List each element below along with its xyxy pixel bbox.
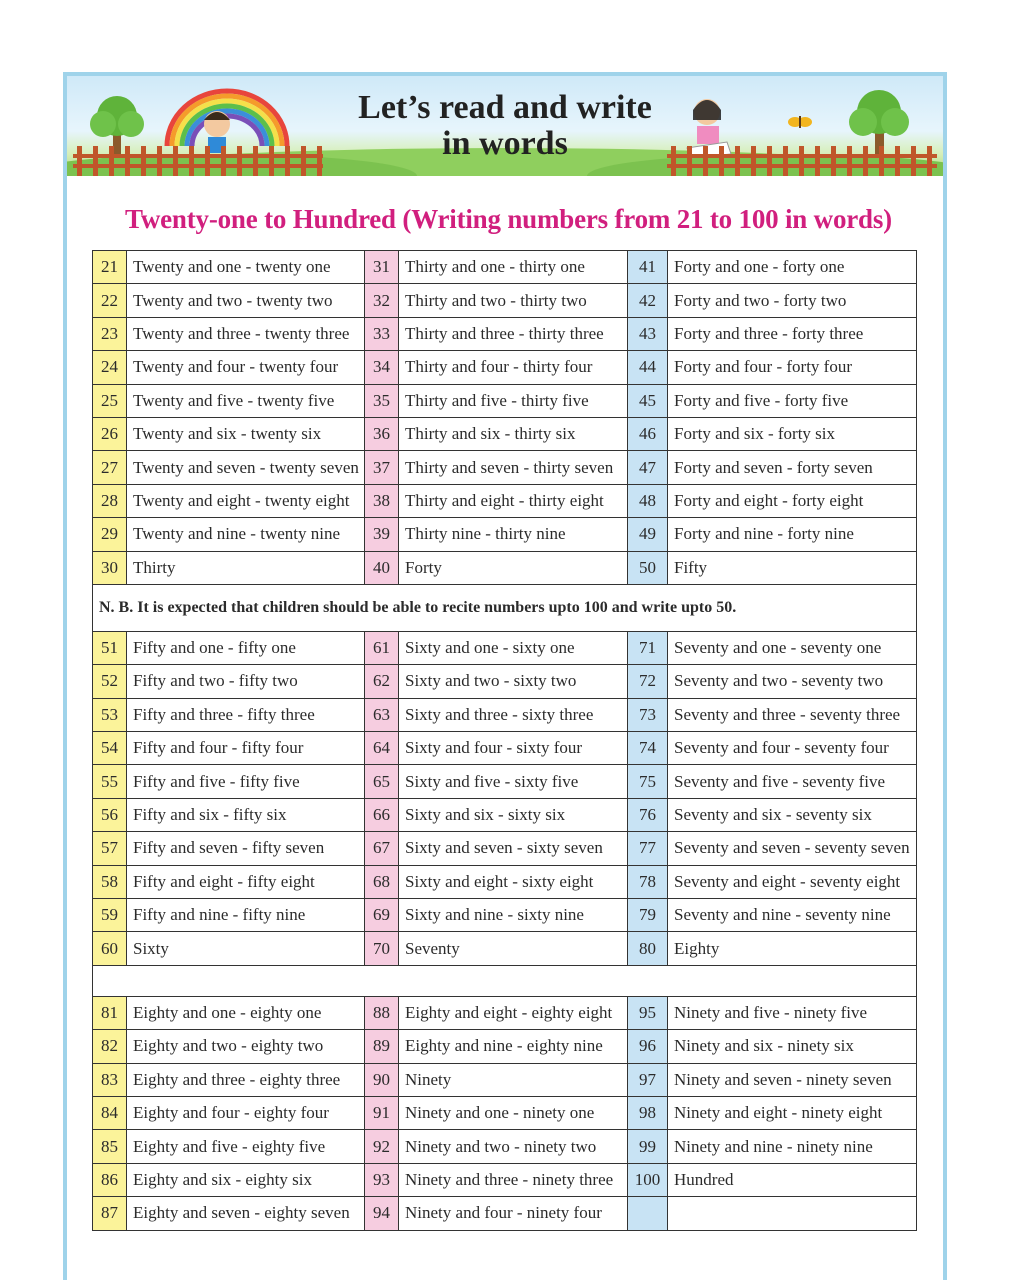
- words-cell: Seventy and three - seventy three: [668, 698, 917, 731]
- number-cell: 34: [365, 351, 399, 384]
- number-cell: 76: [628, 798, 668, 831]
- words-cell: Twenty and one - twenty one: [127, 251, 365, 284]
- note-section: [93, 584, 917, 631]
- table-row: [93, 732, 917, 765]
- number-cell: 64: [365, 732, 399, 765]
- number-cell: 81: [93, 996, 127, 1029]
- words-cell: Twenty and six - twenty six: [127, 417, 365, 450]
- table-row: [93, 1197, 917, 1230]
- words-cell: Thirty and eight - thirty eight: [399, 484, 628, 517]
- words-cell: Eighty: [668, 932, 917, 965]
- words-cell: Sixty and three - sixty three: [399, 698, 628, 731]
- number-cell: 94: [365, 1197, 399, 1230]
- spacer-cell: [93, 965, 917, 996]
- words-cell: Thirty and four - thirty four: [399, 351, 628, 384]
- number-cell: 36: [365, 417, 399, 450]
- number-cell: 82: [93, 1030, 127, 1063]
- words-cell: Forty and two - forty two: [668, 284, 917, 317]
- words-cell: Ninety and nine - ninety nine: [668, 1130, 917, 1163]
- number-cell: 40: [365, 551, 399, 584]
- number-cell: 45: [628, 384, 668, 417]
- words-cell: Seventy and six - seventy six: [668, 798, 917, 831]
- words-cell: Fifty and five - fifty five: [127, 765, 365, 798]
- words-cell: Ninety and two - ninety two: [399, 1130, 628, 1163]
- number-cell: 75: [628, 765, 668, 798]
- words-cell: Fifty and six - fifty six: [127, 798, 365, 831]
- number-cell: 27: [93, 451, 127, 484]
- words-cell: Eighty and five - eighty five: [127, 1130, 365, 1163]
- note-row: [93, 584, 917, 631]
- words-cell: Eighty and six - eighty six: [127, 1163, 365, 1196]
- table-row: [93, 1163, 917, 1196]
- words-cell: Sixty and seven - sixty seven: [399, 832, 628, 865]
- words-cell: Seventy: [399, 932, 628, 965]
- words-cell: Eighty and eight - eighty eight: [399, 996, 628, 1029]
- number-cell: 29: [93, 518, 127, 551]
- number-cell: 49: [628, 518, 668, 551]
- words-cell: Forty and five - forty five: [668, 384, 917, 417]
- number-cell: 78: [628, 865, 668, 898]
- number-cell: 60: [93, 932, 127, 965]
- words-cell: Sixty and one - sixty one: [399, 631, 628, 664]
- words-cell: Seventy and four - seventy four: [668, 732, 917, 765]
- header-banner: [67, 76, 943, 176]
- table-row: [93, 665, 917, 698]
- words-cell: Eighty and two - eighty two: [127, 1030, 365, 1063]
- number-cell: 33: [365, 317, 399, 350]
- number-cell: 28: [93, 484, 127, 517]
- number-cell: 79: [628, 899, 668, 932]
- number-cell: 65: [365, 765, 399, 798]
- table-row: [93, 1063, 917, 1096]
- number-cell: 93: [365, 1163, 399, 1196]
- table-row: [93, 1096, 917, 1129]
- number-cell: 55: [93, 765, 127, 798]
- number-cell: 30: [93, 551, 127, 584]
- table-row: [93, 865, 917, 898]
- words-cell: Twenty and four - twenty four: [127, 351, 365, 384]
- words-cell: Ninety and one - ninety one: [399, 1096, 628, 1129]
- title-line-1: Let’s read and write: [358, 89, 652, 126]
- words-cell: Fifty and seven - fifty seven: [127, 832, 365, 865]
- number-cell: 99: [628, 1130, 668, 1163]
- number-cell: 31: [365, 251, 399, 284]
- number-cell: 42: [628, 284, 668, 317]
- number-cell: 92: [365, 1130, 399, 1163]
- words-cell: [668, 1197, 917, 1230]
- number-cell: 74: [628, 732, 668, 765]
- words-cell: Eighty and three - eighty three: [127, 1063, 365, 1096]
- table-row: [93, 698, 917, 731]
- words-cell: Eighty and nine - eighty nine: [399, 1030, 628, 1063]
- number-cell: 38: [365, 484, 399, 517]
- table-row: [93, 251, 917, 284]
- number-cell: 32: [365, 284, 399, 317]
- words-cell: Forty and nine - forty nine: [668, 518, 917, 551]
- table-row: [93, 384, 917, 417]
- words-cell: Eighty and seven - eighty seven: [127, 1197, 365, 1230]
- words-cell: Twenty and seven - twenty seven: [127, 451, 365, 484]
- words-cell: Sixty and six - sixty six: [399, 798, 628, 831]
- words-cell: Thirty nine - thirty nine: [399, 518, 628, 551]
- number-cell: 73: [628, 698, 668, 731]
- words-cell: Thirty and one - thirty one: [399, 251, 628, 284]
- words-cell: Forty and four - forty four: [668, 351, 917, 384]
- words-cell: Forty and three - forty three: [668, 317, 917, 350]
- number-cell: 41: [628, 251, 668, 284]
- words-cell: Thirty and six - thirty six: [399, 417, 628, 450]
- number-cell: 39: [365, 518, 399, 551]
- number-cell: 70: [365, 932, 399, 965]
- words-cell: Forty and eight - forty eight: [668, 484, 917, 517]
- words-cell: Seventy and one - seventy one: [668, 631, 917, 664]
- number-cell: 69: [365, 899, 399, 932]
- number-cell: 25: [93, 384, 127, 417]
- words-cell: Fifty and two - fifty two: [127, 665, 365, 698]
- table-row: [93, 518, 917, 551]
- number-cell: 26: [93, 417, 127, 450]
- table-row: [93, 1130, 917, 1163]
- number-cell: 46: [628, 417, 668, 450]
- table-row: [93, 417, 917, 450]
- words-cell: Forty and one - forty one: [668, 251, 917, 284]
- number-cell: 21: [93, 251, 127, 284]
- number-cell: 23: [93, 317, 127, 350]
- numbers-words-table: [92, 250, 917, 1231]
- number-cell: 100: [628, 1163, 668, 1196]
- words-cell: Thirty and three - thirty three: [399, 317, 628, 350]
- page-title: [67, 90, 943, 162]
- number-cell: 72: [628, 665, 668, 698]
- number-cell: 44: [628, 351, 668, 384]
- number-cell: 83: [93, 1063, 127, 1096]
- number-cell: 77: [628, 832, 668, 865]
- words-cell: Forty and seven - forty seven: [668, 451, 917, 484]
- number-cell: 43: [628, 317, 668, 350]
- table-row: [93, 899, 917, 932]
- number-cell: 22: [93, 284, 127, 317]
- words-cell: Seventy and seven - seventy seven: [668, 832, 917, 865]
- number-cell: 56: [93, 798, 127, 831]
- words-cell: Sixty and four - sixty four: [399, 732, 628, 765]
- words-cell: Seventy and nine - seventy nine: [668, 899, 917, 932]
- number-cell: 51: [93, 631, 127, 664]
- words-cell: Thirty and five - thirty five: [399, 384, 628, 417]
- words-cell: Forty: [399, 551, 628, 584]
- words-cell: Sixty and eight - sixty eight: [399, 865, 628, 898]
- number-cell: 91: [365, 1096, 399, 1129]
- words-cell: Fifty and three - fifty three: [127, 698, 365, 731]
- number-cell: 90: [365, 1063, 399, 1096]
- number-cell: 67: [365, 832, 399, 865]
- number-cell: 66: [365, 798, 399, 831]
- section-81-100: [93, 996, 917, 1230]
- words-cell: Seventy and five - seventy five: [668, 765, 917, 798]
- number-cell: 98: [628, 1096, 668, 1129]
- number-cell: 97: [628, 1063, 668, 1096]
- number-cell: 85: [93, 1130, 127, 1163]
- table-row: [93, 631, 917, 664]
- number-cell: 62: [365, 665, 399, 698]
- number-cell: 54: [93, 732, 127, 765]
- table-row: [93, 284, 917, 317]
- number-cell: 52: [93, 665, 127, 698]
- number-cell: 96: [628, 1030, 668, 1063]
- words-cell: Hundred: [668, 1163, 917, 1196]
- words-cell: Thirty and seven - thirty seven: [399, 451, 628, 484]
- words-cell: Seventy and eight - seventy eight: [668, 865, 917, 898]
- words-cell: Sixty and two - sixty two: [399, 665, 628, 698]
- number-cell: 88: [365, 996, 399, 1029]
- number-cell: 53: [93, 698, 127, 731]
- table-row: [93, 317, 917, 350]
- words-cell: Fifty: [668, 551, 917, 584]
- table-row: [93, 451, 917, 484]
- table-row: [93, 1030, 917, 1063]
- note-text: N. B. It is expected that children should be able to recite numbers upto 100 and write upto 50.: [93, 584, 917, 631]
- number-cell: 68: [365, 865, 399, 898]
- words-cell: Seventy and two - seventy two: [668, 665, 917, 698]
- words-cell: Ninety and five - ninety five: [668, 996, 917, 1029]
- words-cell: Ninety and eight - ninety eight: [668, 1096, 917, 1129]
- number-cell: 50: [628, 551, 668, 584]
- table-row: [93, 551, 917, 584]
- table-row: [93, 932, 917, 965]
- table-row: [93, 832, 917, 865]
- words-cell: Twenty and three - twenty three: [127, 317, 365, 350]
- words-cell: Twenty and nine - twenty nine: [127, 518, 365, 551]
- number-cell: 48: [628, 484, 668, 517]
- table-row: [93, 765, 917, 798]
- words-cell: Twenty and eight - twenty eight: [127, 484, 365, 517]
- words-cell: Thirty and two - thirty two: [399, 284, 628, 317]
- section-51-80: [93, 631, 917, 965]
- words-cell: Twenty and two - twenty two: [127, 284, 365, 317]
- number-cell: 63: [365, 698, 399, 731]
- number-cell: 37: [365, 451, 399, 484]
- words-cell: Forty and six - forty six: [668, 417, 917, 450]
- words-cell: Sixty and five - sixty five: [399, 765, 628, 798]
- table-row: [93, 351, 917, 384]
- number-cell: 58: [93, 865, 127, 898]
- words-cell: Fifty and one - fifty one: [127, 631, 365, 664]
- words-cell: Fifty and four - fifty four: [127, 732, 365, 765]
- number-cell: [628, 1197, 668, 1230]
- number-cell: 47: [628, 451, 668, 484]
- number-cell: 89: [365, 1030, 399, 1063]
- words-cell: Fifty and nine - fifty nine: [127, 899, 365, 932]
- spacer-section: [93, 965, 917, 996]
- number-cell: 24: [93, 351, 127, 384]
- number-cell: 61: [365, 631, 399, 664]
- number-cell: 59: [93, 899, 127, 932]
- section-subtitle: Twenty-one to Hundred (Writing numbers from 21 to 100 in words): [125, 204, 892, 234]
- number-cell: 95: [628, 996, 668, 1029]
- number-cell: 71: [628, 631, 668, 664]
- table-row: [93, 996, 917, 1029]
- section-21-50: [93, 251, 917, 585]
- words-cell: Ninety: [399, 1063, 628, 1096]
- words-cell: Ninety and six - ninety six: [668, 1030, 917, 1063]
- number-cell: 35: [365, 384, 399, 417]
- words-cell: Ninety and seven - ninety seven: [668, 1063, 917, 1096]
- number-cell: 84: [93, 1096, 127, 1129]
- words-cell: Ninety and three - ninety three: [399, 1163, 628, 1196]
- words-cell: Twenty and five - twenty five: [127, 384, 365, 417]
- words-cell: Sixty and nine - sixty nine: [399, 899, 628, 932]
- table-row: [93, 798, 917, 831]
- number-cell: 87: [93, 1197, 127, 1230]
- words-cell: Fifty and eight - fifty eight: [127, 865, 365, 898]
- number-cell: 80: [628, 932, 668, 965]
- words-cell: Sixty: [127, 932, 365, 965]
- number-cell: 57: [93, 832, 127, 865]
- words-cell: Thirty: [127, 551, 365, 584]
- number-cell: 86: [93, 1163, 127, 1196]
- spacer-row: [93, 965, 917, 996]
- title-line-2: in words: [442, 125, 568, 162]
- table-row: [93, 484, 917, 517]
- words-cell: Eighty and four - eighty four: [127, 1096, 365, 1129]
- words-cell: Ninety and four - ninety four: [399, 1197, 628, 1230]
- words-cell: Eighty and one - eighty one: [127, 996, 365, 1029]
